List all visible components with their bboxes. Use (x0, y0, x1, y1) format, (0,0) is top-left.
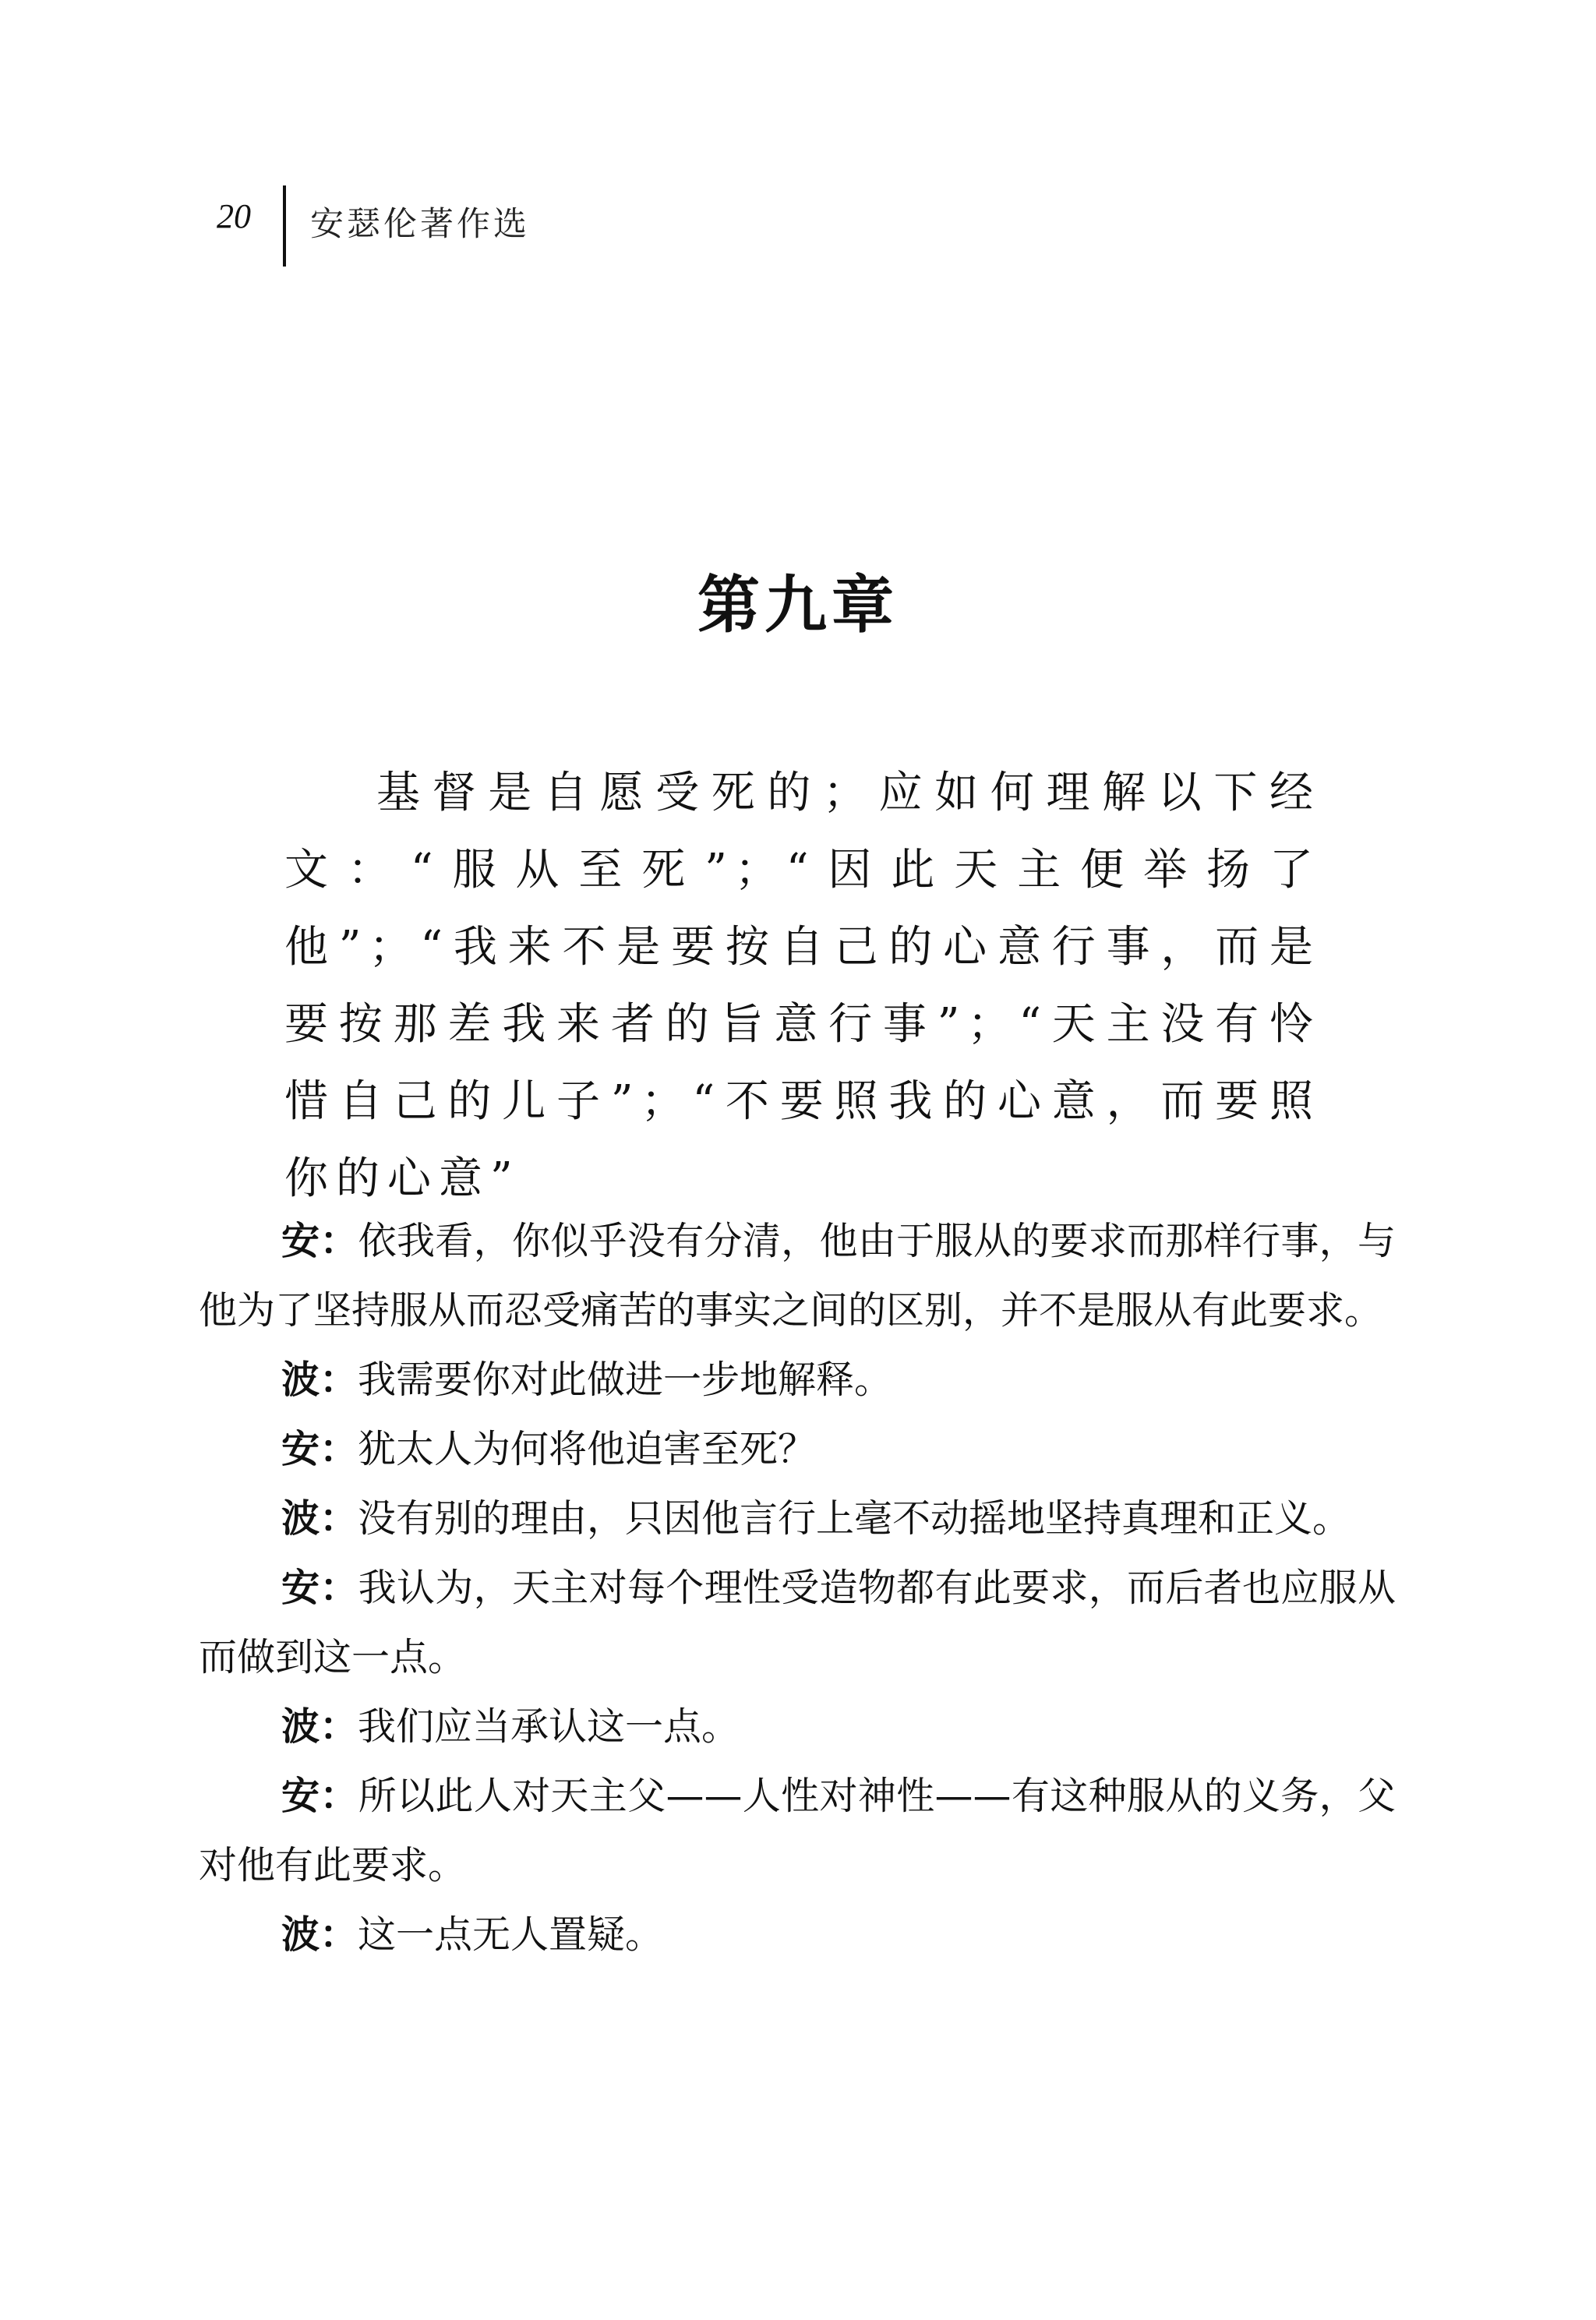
speaker-label: 安： (281, 1774, 358, 1818)
speaker-label: 波： (281, 1912, 358, 1957)
header-divider (283, 185, 286, 267)
dialogue-text: 我们应当承认这一点。 (358, 1704, 740, 1749)
dialogue-text: 依我看，你似乎没有分清，他由于服从的要求而那样行事，与他为了坚持服从而忍受痛苦的事实之间的区别，并不是服从有此要求。 (199, 1219, 1396, 1333)
dialogue-line (199, 1484, 1396, 1553)
dialogue-text: 没有别的理由，只因他言行上毫不动摇地坚持真理和正义。 (358, 1496, 1351, 1541)
dialogue-line (199, 1206, 1396, 1345)
page-number: 20 (217, 197, 251, 235)
speaker-label: 波： (281, 1496, 358, 1541)
dialogue-line (199, 1414, 1396, 1484)
book-title: 安瑟伦著作选 (310, 205, 530, 244)
chapter-subtitle: 基督是自愿受死的；应如何理解以下经文：“服从至死”；“因此天主便举扬了他”；“我来不是要按自己的心意行事，而是要按那差我来者的旨意行事”；“天主没有怜惜自己的儿子”；“不要照我的心意，而要照你的心意” (284, 768, 1321, 1204)
dialogue-line (199, 1761, 1396, 1900)
speaker-label: 波： (281, 1704, 358, 1749)
dialogue-text: 我需要你对此做进一步地解释。 (358, 1358, 893, 1402)
dialogue-line (199, 1900, 1396, 1969)
dialogue-text: 我认为，天主对每个理性受造物都有此要求，而后者也应服从而做到这一点。 (199, 1566, 1396, 1679)
dialogue-text: 所以此人对天主父——人性对神性——有这种服从的义务，父对他有此要求。 (199, 1774, 1396, 1887)
dialogue-line (199, 1345, 1396, 1414)
running-header (0, 185, 1596, 271)
speaker-label: 安： (281, 1219, 358, 1263)
speaker-label: 波： (281, 1358, 358, 1402)
dialogue-line (199, 1692, 1396, 1761)
chapter-title: 第九章 (697, 568, 899, 641)
dialogue-line (199, 1553, 1396, 1692)
dialogue-text: 这一点无人置疑。 (358, 1912, 664, 1957)
dialogue-text: 犹太人为何将他迫害至死？ (358, 1427, 817, 1471)
speaker-label: 安： (281, 1566, 358, 1610)
dialogue-body (199, 1206, 1396, 1969)
speaker-label: 安： (281, 1427, 358, 1471)
